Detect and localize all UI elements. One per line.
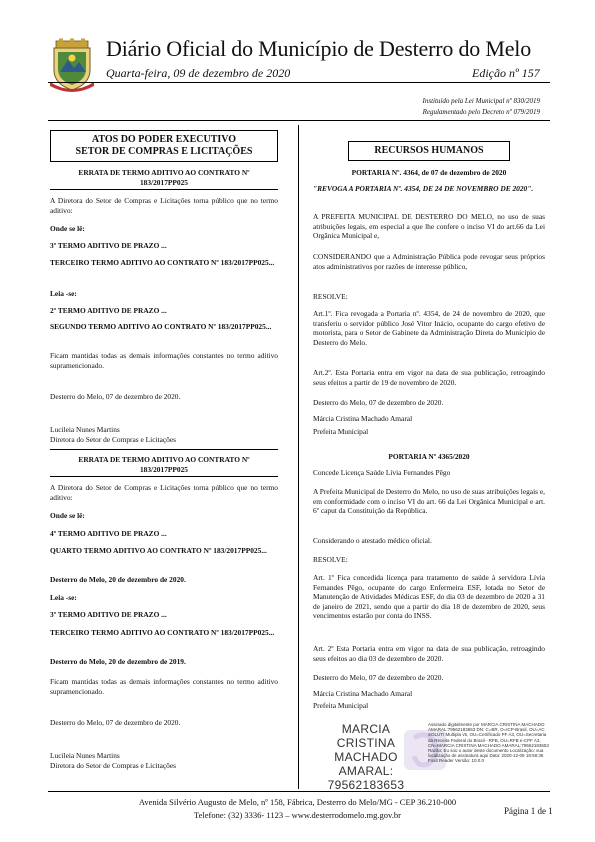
portaria2-place-date: Desterro do Melo, 07 de dezembro de 2020. — [313, 673, 444, 682]
errata2-onde-a: 4º TERMO ADITIVO DE PRAZO ... — [50, 529, 167, 538]
portaria2-signer-role: Prefeita Municipal — [313, 701, 369, 710]
errata2-leia-b: TERCEIRO TERMO ADITIVO AO CONTRATO Nº 183/2017PP025... — [50, 628, 275, 637]
signature-name-line1: MARCIA CRISTINA — [336, 722, 396, 750]
errata1-place-date: Desterro do Melo, 07 de dezembro de 2020. — [50, 392, 181, 401]
portaria1-signer-role: Prefeita Municipal — [313, 427, 369, 436]
errata1-title-line2: 183/2017PP025 — [139, 177, 189, 187]
errata1-title — [50, 168, 278, 187]
errata2-leia-label: Leia -se: — [50, 593, 77, 602]
signature-name-line3: AMARAL: — [338, 764, 394, 778]
portaria1-ementa: "REVOGA A PORTARIA Nº. 4354, DE 24 DE NOVEMBRO DE 2020". — [313, 184, 534, 193]
errata1-divider — [50, 189, 278, 190]
portaria2-ementa: Concede Licença Saúde Lívia Fernandes Pêgo — [313, 468, 451, 477]
portaria1-title: PORTARIA Nº. 4364, de 07 de dezembro de 2020 — [351, 168, 507, 177]
signature-name-line4: 79562183653 — [327, 778, 405, 792]
errata2-top-divider — [50, 449, 278, 450]
institution-law: Instituído pela Lei Municipal nº 830/2019 — [422, 97, 540, 105]
executive-acts-heading — [50, 130, 278, 162]
errata2-onde-label: Onde se lê: — [50, 511, 85, 520]
errata1-intro: A Diretora do Setor de Compras e Licitações torna público que no termo aditivo: — [50, 196, 278, 215]
errata1-closing: Ficam mantidas todas as demais informações constantes no termo aditivo supramencionado. — [50, 351, 278, 370]
portaria2-article2: Art. 2º Esta Portaria entra em vigor na data de sua publicação, retroagindo seus efeitos ao dia 03 de dezembro de 2020. — [313, 644, 545, 663]
errata2-closing: Ficam mantidas todas as demais informações constantes no termo aditivo supramencionado. — [50, 677, 278, 696]
portaria1-article2: Art.2º. Esta Portaria entra em vigor na data de sua publicação, retroagindo seus efeitos a partir de 19 de novembro de 2020. — [313, 368, 545, 387]
portaria2-signer: Márcia Cristina Machado Amaral — [313, 689, 413, 698]
errata1-onde-b: TERCEIRO TERMO ADITIVO AO CONTRATO Nº 183/2017PP025... — [50, 258, 275, 267]
errata2-onde-c: Desterro do Melo, 20 de dezembro de 2020. — [50, 575, 186, 584]
errata1-onde-label: Onde se lê: — [50, 224, 85, 233]
edition-number: Edição nº 157 — [472, 66, 540, 80]
footer-divider — [48, 791, 550, 792]
errata2-signer-role: Diretora do Setor de Compras e Licitações — [50, 761, 177, 770]
errata1-leia-label: Leia -se: — [50, 289, 77, 298]
page-title: Diário Oficial do Município de Desterro do Melo — [106, 36, 531, 61]
errata1-signer-role: Diretora do Setor de Compras e Licitações — [50, 435, 177, 444]
errata2-intro: A Diretora do Setor de Compras e Licitações torna público que no termo aditivo: — [50, 483, 278, 502]
municipal-coat-of-arms-logo — [50, 38, 94, 92]
errata2-leia-a: 3º TERMO ADITIVO DE PRAZO ... — [50, 610, 167, 619]
errata1-title-line1: ERRATA DE TERMO ADITIVO AO CONTRATO Nº — [78, 168, 250, 177]
section-title-executive: ATOS DO PODER EXECUTIVO — [91, 134, 237, 145]
errata1-signer: Lucileia Nunes Martins — [50, 425, 120, 434]
portaria2-article1: Art. 1º Fica concedida licença para tratamento de saúde à servidora Lívia Fernandes Pêgo, ocupante do cargo Enfermeira ESF, lotada no Setor de Manutenção de Atividades Médicas ESF, do dia 03 de dezembro de 2020 a 31 de janeiro de 2021, sendo que a partir do dia 18 de dezembro de 2020, seus vencimentos estarão por conta do INSS. — [313, 573, 545, 621]
errata1-leia-b: SEGUNDO TERMO ADITIVO AO CONTRATO Nº 183/2017PP025... — [50, 322, 272, 331]
digital-signature-name — [312, 722, 420, 792]
footer-contact: Telefone: (32) 3336- 1123 – www.desterrodomelo.mg.gov.br — [194, 810, 401, 820]
column-divider — [298, 125, 299, 789]
portaria1-article1: Art.1º. Fica revogada a Portaria nº. 4354, de 24 de novembro de 2020, que transferiu o servidor público José Vitor Inácio, ocupante do cargo efetivo de motorista, para o Setor de Gabinete da Administração Direta do Município de Desterro do Melo. — [313, 309, 545, 347]
content-top-divider — [48, 120, 550, 121]
errata2-title-line2: 183/2017PP025 — [139, 464, 189, 474]
errata2-divider — [50, 476, 278, 477]
errata2-onde-b: QUARTO TERMO ADITIVO AO CONTRATO Nº 183/2017PP025... — [50, 546, 267, 555]
portaria1-preamble: A PREFEITA MUNICIPAL DE DESTERRO DO MELO, no uso de suas atribuições legais, em especial a que lhe confere o inciso VI do art.66 da Lei Orgânica Municipal e, — [313, 212, 545, 241]
errata2-place-date: Desterro do Melo, 07 de dezembro de 2020. — [50, 718, 181, 727]
publication-date: Quarta-feira, 09 de dezembro de 2020 — [106, 66, 291, 80]
portaria2-title: PORTARIA Nº 4365/2020 — [388, 452, 470, 461]
section-title-purchasing: SETOR DE COMPRAS E LICITAÇÕES — [75, 146, 253, 157]
portaria2-resolve: RESOLVE: — [313, 555, 348, 564]
signature-name-line2: MACHADO — [334, 750, 398, 764]
errata1-onde-a: 3º TERMO ADITIVO DE PRAZO ... — [50, 241, 167, 250]
portaria2-preamble: A Prefeita Municipal de Desterro do Melo, no uso de suas atribuições legais e, em conformidade com o inciso VI do art. 66 da Lei Orgânica Municipal e art. 6º caput da Constituição da República. — [313, 487, 545, 516]
portaria2-considering: Considerando o atestado médico oficial. — [313, 536, 432, 545]
portaria1-place-date: Desterro do Melo, 07 de dezembro de 2020. — [313, 398, 444, 407]
human-resources-heading: RECURSOS HUMANOS — [348, 141, 510, 161]
footer-address: Avenida Silvério Augusto de Melo, nº 158, Fábrica, Desterro do Melo/MG - CEP 36.210-000 — [138, 797, 457, 807]
errata2-title-line1: ERRATA DE TERMO ADITIVO AO CONTRATO Nº — [78, 455, 250, 464]
portaria1-resolve: RESOLVE: — [313, 292, 348, 301]
errata2-leia-c: Desterro do Melo, 20 de dezembro de 2019. — [50, 657, 186, 666]
portaria1-considering: CONSIDERANDO que a Administração Pública pode revogar seus próprios atos administrativos por razões de interesse público, — [313, 252, 545, 271]
digital-signature-details: Assinado digitalmente por MARCIA CRISTINA MACHADO AMARAL:79562183653 DN: C=BR, O=ICP-Brasil, OU=AC SOLUTI Multipla v5, OU=Certificado PF A3, OU=Secretaria da Receita Federal do Brasil - RFB, OU=RFB e-CPF A3, CN=MARCIA CRISTINA MACHADO AMARAL:79562183653 Razão: Eu sou o autor deste documento Localização: sua localização de assinatura aqui Data: 2020-12-09 18:58:36 Foxit Reader Versão: 10.0.0 — [428, 722, 549, 764]
page-number: Página 1 de 1 — [504, 806, 553, 816]
errata2-title — [50, 455, 278, 474]
portaria1-signer: Márcia Cristina Machado Amaral — [313, 414, 413, 423]
header-divider — [48, 82, 550, 83]
institution-decree: Regulamentado pelo Decreto nº 079/2019 — [422, 108, 540, 116]
errata1-leia-a: 2º TERMO ADITIVO DE PRAZO ... — [50, 306, 167, 315]
errata2-signer: Lucileia Nunes Martins — [50, 751, 120, 760]
